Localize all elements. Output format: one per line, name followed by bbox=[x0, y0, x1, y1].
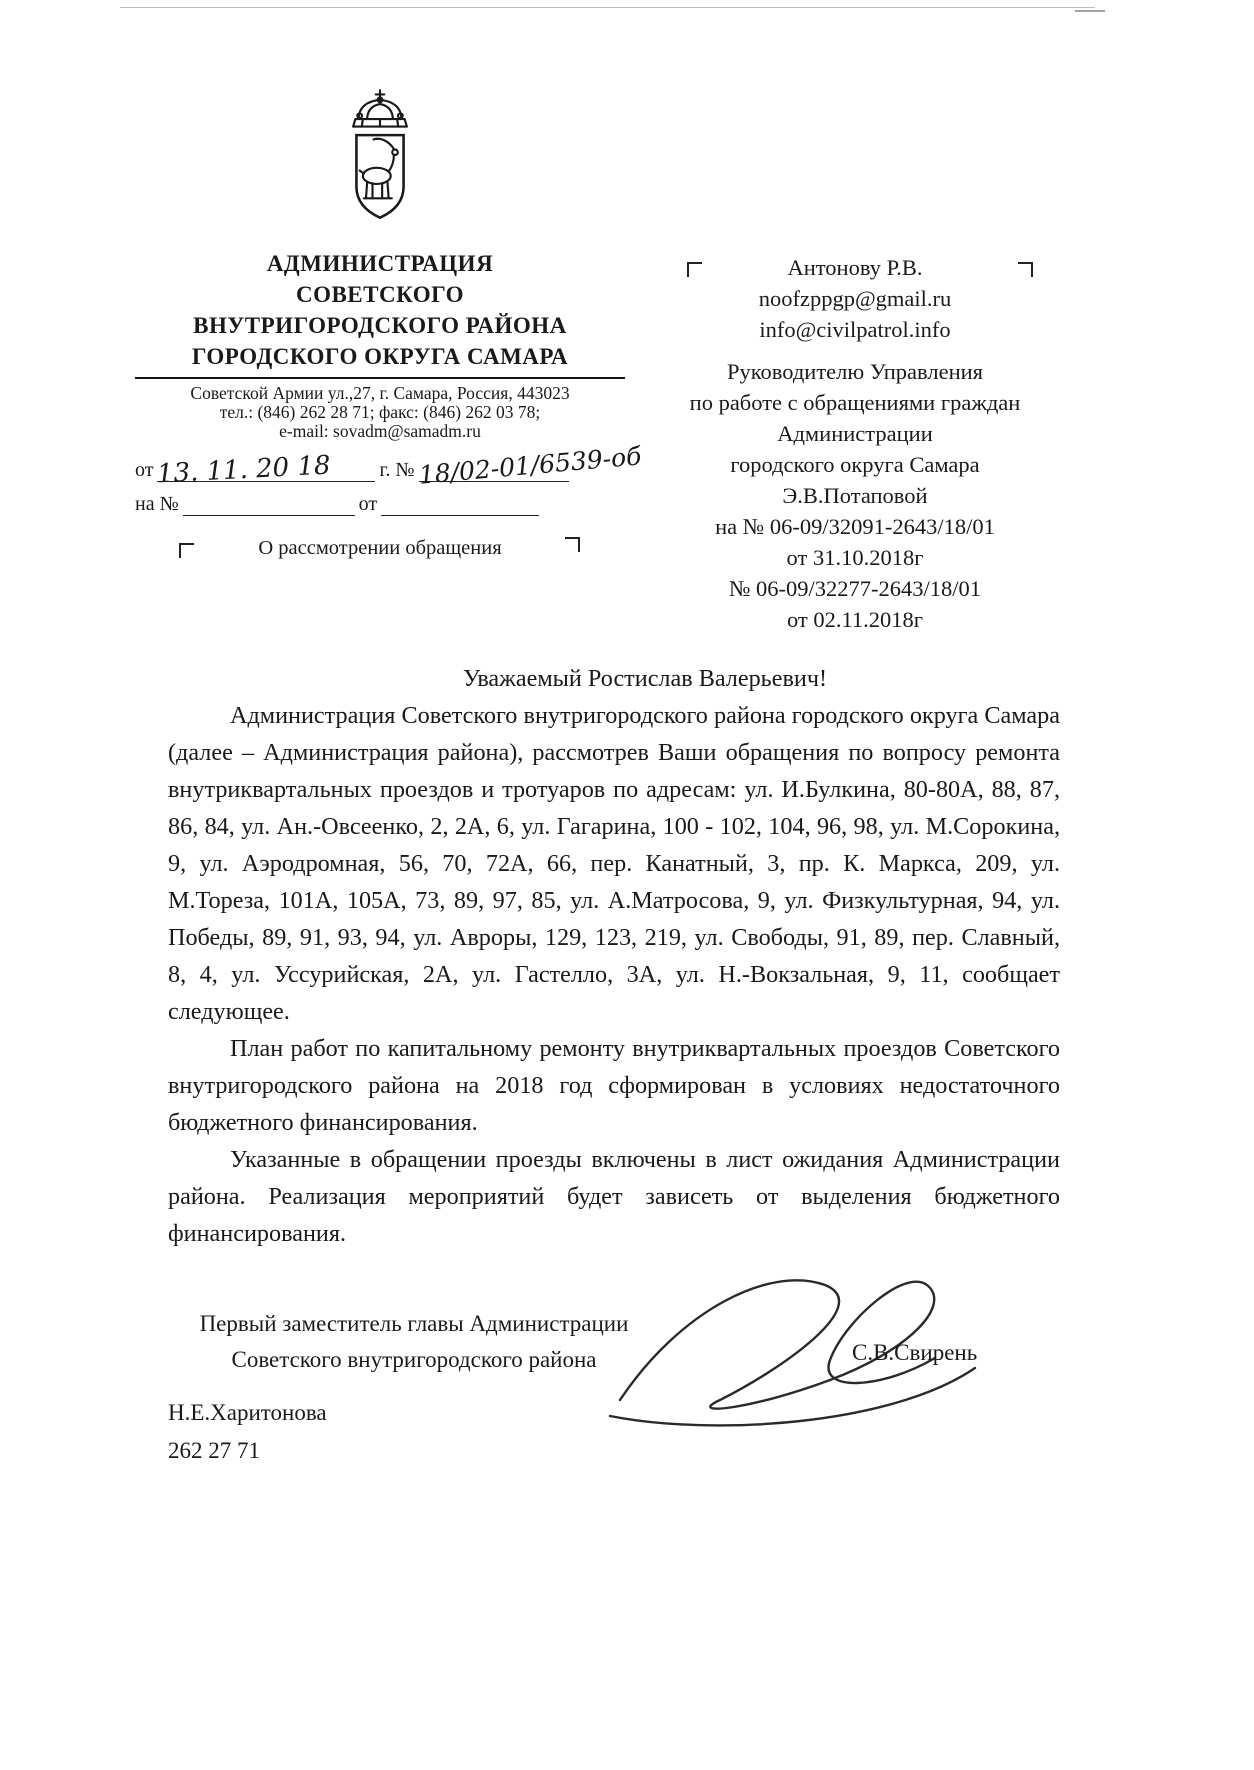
executor-phone: 262 27 71 bbox=[168, 1438, 260, 1463]
subject-row bbox=[135, 537, 625, 567]
org-line: АДМИНИСТРАЦИЯ bbox=[266, 251, 494, 276]
date-prefix: от bbox=[135, 459, 154, 481]
corner-mark-right bbox=[565, 537, 580, 552]
ref-from-label: от bbox=[358, 493, 378, 515]
org-line: ВНУТРИГОРОДСКОГО РАЙОНА bbox=[193, 313, 567, 338]
recipient-line: по работе с обращениями граждан bbox=[689, 390, 1021, 415]
date-number-line bbox=[135, 441, 642, 491]
recipient-line: от 31.10.2018г bbox=[786, 545, 924, 570]
org-name bbox=[135, 248, 625, 379]
body-paragraph: Указанные в обращении проезды включены в лист ожидания Администрации района. Реализация мероприятий будет зависеть от выделения бюджетного финансирования. bbox=[168, 1146, 1060, 1247]
corner-mark-left bbox=[687, 262, 702, 277]
letter-subject: О рассмотрении обращения bbox=[258, 537, 502, 559]
signer-title bbox=[168, 1306, 660, 1378]
recipient-line: Администрации bbox=[777, 421, 933, 446]
ref-number-field bbox=[183, 491, 355, 516]
org-email: e-mail: sovadm@samadm.ru bbox=[279, 421, 481, 441]
signer-title-line: Советского внутригородского района bbox=[231, 1347, 597, 1372]
scan-artifact bbox=[120, 7, 1095, 8]
recipient-line: Э.В.Потаповой bbox=[782, 483, 928, 508]
signer-name: С.В.Свирень bbox=[852, 1340, 978, 1365]
salutation: Уважаемый Ростислав Валерьевич! bbox=[462, 665, 828, 692]
org-phone: тел.: (846) 262 28 71; факс: (846) 262 03 78; bbox=[219, 402, 541, 422]
recipient-line: на № 06-09/32091-2643/18/01 bbox=[715, 514, 995, 539]
body-paragraph: Администрация Советского внутригородского района городского округа Самара (далее – Администрация района), рассмотрев Ваши обращения по вопросу ремонта внутриквартальных проездов и тротуаров по адресам: ул. И.Булкина, 80-80А, 88, 87, 86, 84, ул. Ан.-Овсеенко, 2, 2А, 6, ул. Гагарина, 100 - 102, 104, 96, 98, ул. М.Сорокина, 9, ул. Аэродромная, 56, 70, 72А, 66, пер. Канатный, 3, пр. К. Маркса, 209, ул. М.Тореза, 101А, 105А, 73, 89, 97, 85, ул. А.Матросова, 9, ул. Физкультурная, 94, ул. Победы, 89, 91, 93, 94, ул. Авроры, 129, 123, 219, ул. Свободы, 91, 89, пер. Славный, 8, 4, ул. Уссурийская, 2А, ул. Гастелло, 3А, ул. Н.-Вокзальная, 9, 11, сообщает следующее. bbox=[168, 702, 1060, 1025]
corner-mark-right bbox=[1018, 262, 1033, 277]
org-line: ГОРОДСКОГО ОКРУГА САМАРА bbox=[191, 344, 569, 369]
ref-prefix: на № bbox=[135, 493, 179, 515]
executor-name: Н.Е.Харитонова bbox=[168, 1400, 327, 1425]
recipient-line: № 06-09/32277-2643/18/01 bbox=[728, 576, 982, 601]
letterhead bbox=[135, 88, 642, 567]
number-field bbox=[417, 441, 642, 490]
recipient-name: Антонову Р.В. bbox=[787, 255, 923, 280]
scan-artifact bbox=[1075, 10, 1105, 12]
handwritten-number: 18/02-01/6539-об bbox=[417, 441, 642, 490]
org-contact bbox=[135, 384, 625, 441]
coat-of-arms-icon bbox=[320, 88, 440, 238]
recipient-email: noofzppgp@gmail.ru bbox=[758, 286, 952, 311]
number-prefix: г. № bbox=[379, 459, 415, 481]
recipient-line: Руководителю Управления bbox=[726, 359, 984, 384]
recipient-email: info@civilpatrol.info bbox=[759, 317, 951, 342]
ref-date-field bbox=[381, 491, 539, 516]
recipient-line: городского округа Самара bbox=[730, 452, 980, 477]
org-line: СОВЕТСКОГО bbox=[295, 282, 465, 307]
spacer bbox=[645, 345, 1065, 356]
corner-mark-left bbox=[179, 543, 194, 558]
recipient-block bbox=[645, 252, 1065, 635]
letter-body bbox=[168, 660, 1060, 1252]
reference-line bbox=[135, 491, 625, 525]
recipient-line: от 02.11.2018г bbox=[786, 607, 924, 632]
doc-fields bbox=[135, 441, 642, 567]
body-paragraph: План работ по капитальному ремонту внутриквартальных проездов Советского внутригородского района на 2018 год сформирован в условиях недостаточного бюджетного финансирования. bbox=[168, 1035, 1060, 1136]
signer-title-line: Первый заместитель главы Администрации bbox=[199, 1311, 629, 1336]
date-field bbox=[156, 450, 375, 490]
handwritten-date: 13. 11. 20 18 bbox=[156, 450, 332, 490]
org-address: Советской Армии ул.,27, г. Самара, Россия, 443023 bbox=[190, 383, 570, 403]
